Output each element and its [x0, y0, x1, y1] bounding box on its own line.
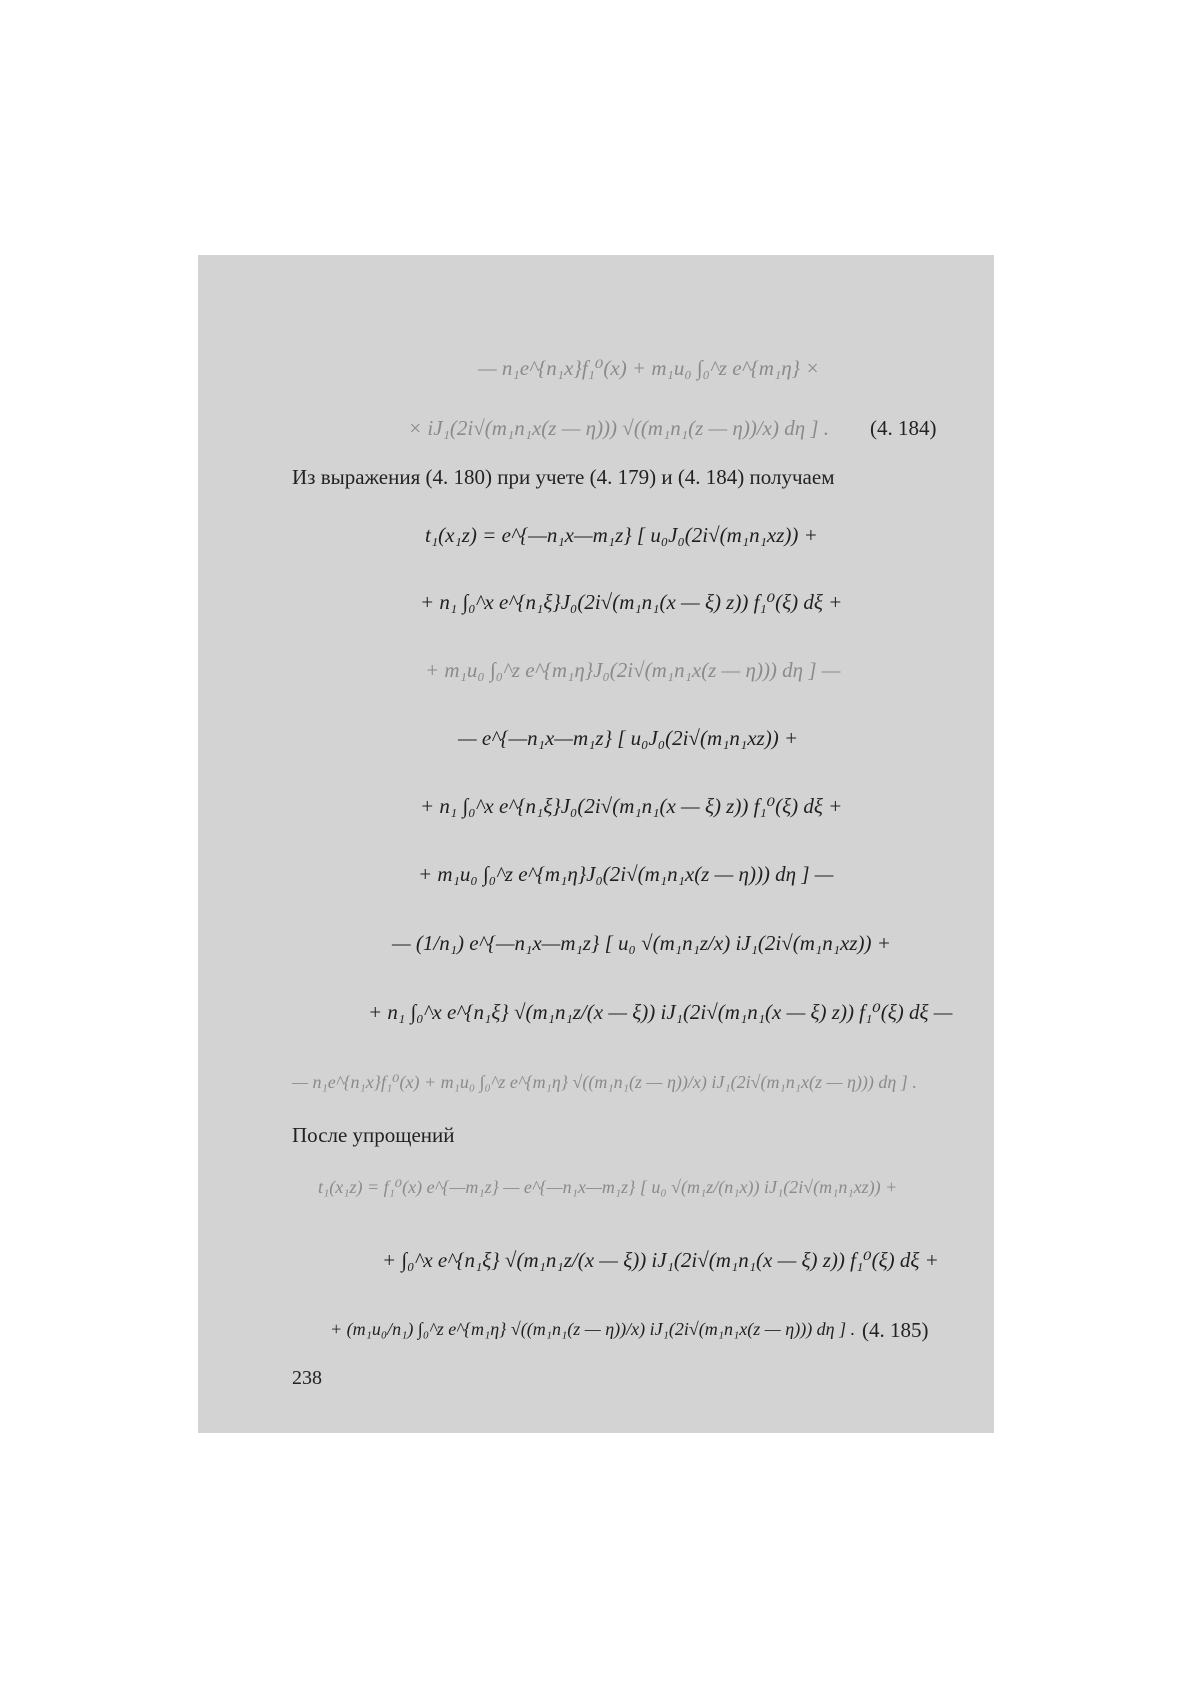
equation-line: t₁(x₁z) = e^{—n₁x—m₁z} [ u₀J₀(2i√(m₁n₁xz)) + [425, 523, 818, 547]
equation-line: + (m₁u₀/n₁) ∫₀^z e^{m₁η} √((m₁n₁(z — η))/x) iJ₁(2i√(m₁n₁x(z — η))) dη ] . [330, 1319, 856, 1339]
equation-number: (4. 184) [870, 416, 937, 440]
paragraph-text: Из выражения (4. 180) при учете (4. 179) и (4. 184) получаем [292, 465, 835, 489]
equation-line: + ∫₀^x e^{n₁ξ} √(m₁n₁z/(x — ξ)) iJ₁(2i√(m₁n₁(x — ξ) z)) f₁⁰(ξ) dξ + [382, 1248, 939, 1272]
equation-line: — e^{—n₁x—m₁z} [ u₀J₀(2i√(m₁n₁xz)) + [458, 726, 799, 750]
equation-line: × iJ₁(2i√(m₁n₁x(z — η))) √((m₁n₁(z — η))/x) dη ] . [408, 416, 830, 440]
equation-line: + m₁u₀ ∫₀^z e^{m₁η}J₀(2i√(m₁n₁x(z — η))) dη ] — [418, 862, 834, 886]
equation-line: + n₁ ∫₀^x e^{n₁ξ} √(m₁n₁z/(x — ξ)) iJ₁(2i√(m₁n₁(x — ξ) z)) f₁⁰(ξ) dξ — [368, 1000, 953, 1024]
equation-line: — n₁e^{n₁x}f₁⁰(x) + m₁u₀ ∫₀^z e^{m₁η} √((m₁n₁(z — η))/x) iJ₁(2i√(m₁n₁x(z — η))) dη ] . [292, 1072, 917, 1092]
page-number: 238 [292, 1367, 322, 1389]
equation-line: + m₁u₀ ∫₀^z e^{m₁η}J₀(2i√(m₁n₁x(z — η))) dη ] — [425, 658, 841, 682]
equation-line: + n₁ ∫₀^x e^{n₁ξ}J₀(2i√(m₁n₁(x — ξ) z)) f₁⁰(ξ) dξ + [420, 590, 843, 614]
equation-line: + n₁ ∫₀^x e^{n₁ξ}J₀(2i√(m₁n₁(x — ξ) z)) f₁⁰(ξ) dξ + [420, 794, 843, 818]
equation-line: t₁(x₁z) = f₁⁰(x) e^{—m₁z} — e^{—n₁x—m₁z} [ u₀ √(m₁z/(n₁x)) iJ₁(2i√(m₁n₁xz)) + [318, 1177, 898, 1197]
paragraph-text: После упрощений [292, 1123, 455, 1147]
equation-line: — n₁e^{n₁x}f₁⁰(x) + m₁u₀ ∫₀^z e^{m₁η} × [478, 356, 820, 380]
equation-number: (4. 185) [862, 1318, 929, 1342]
equation-line: — (1/n₁) e^{—n₁x—m₁z} [ u₀ √(m₁n₁z/x) iJ₁(2i√(m₁n₁xz)) + [392, 931, 891, 955]
